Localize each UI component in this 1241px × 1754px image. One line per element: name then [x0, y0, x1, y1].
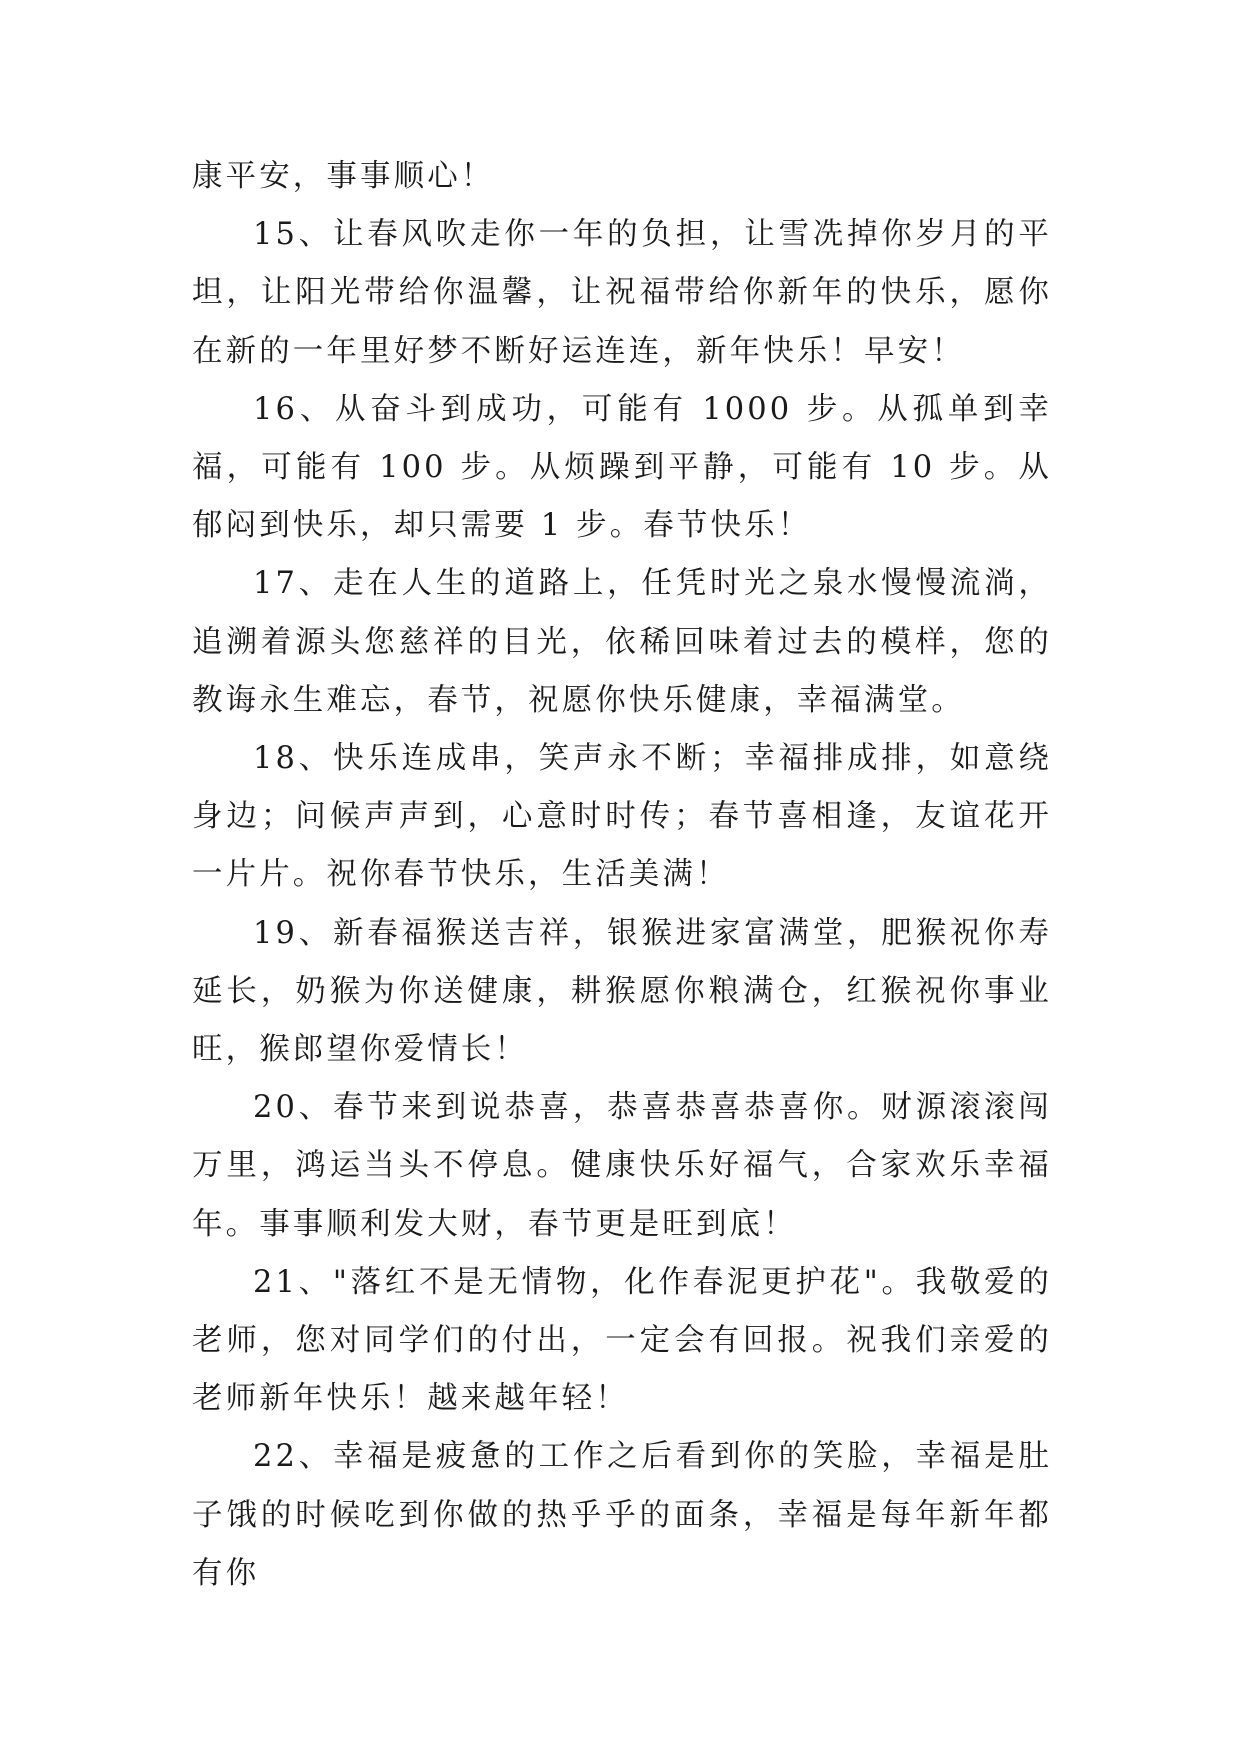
paragraph-21: 21、"落红不是无情物，化作春泥更护花"。我敬爱的老师，您对同学们的付出，一定会有回报。祝我们亲爱的老师新年快乐！越来越年轻！ [192, 1264, 1052, 1417]
paragraph-18: 18、快乐连成串，笑声永不断；幸福排成排，如意绕身边；问候声声到，心意时时传；春节喜相逢，友谊花开一片片。祝你春节快乐，生活美满！ [192, 741, 1052, 893]
paragraph-17: 17、走在人生的道路上，任凭时光之泉水慢慢流淌，追溯着源头您慈祥的目光，依稀回味着过去的模样，您的教诲永生难忘，春节，祝愿你快乐健康，幸福满堂。 [192, 566, 1052, 718]
paragraph-16: 16、从奋斗到成功，可能有 1000 步。从孤单到幸福，可能有 100 步。从烦躁到平静，可能有 10 步。从郁闷到快乐，却只需要 1 步。春节快乐！ [192, 391, 1052, 544]
paragraph-15: 15、让春风吹走你一年的负担，让雪冼掉你岁月的平坦，让阳光带给你温馨，让祝福带给你新年的快乐，愿你在新的一年里好梦不断好运连连，新年快乐！早安！ [192, 217, 1052, 369]
paragraph-20: 20、春节来到说恭喜，恭喜恭喜恭喜你。财源滚滚闯万里，鸿运当头不停息。健康快乐好福气，合家欢乐幸福年。事事顺利发大财，春节更是旺到底！ [192, 1090, 1052, 1242]
paragraph-22: 22、幸福是疲惫的工作之后看到你的笑脸，幸福是肚子饿的时候吃到你做的热乎乎的面条，幸福是每年新年都有你 [192, 1439, 1052, 1591]
paragraph-continued: 康平安，事事顺心！ [192, 159, 495, 194]
document-page [192, 148, 1052, 1603]
paragraph-19: 19、新春福猴送吉祥，银猴进家富满堂，肥猴祝你寿延长，奶猴为你送健康，耕猴愿你粮满仓，红猴祝你事业旺，猴郎望你爱情长！ [192, 915, 1052, 1068]
